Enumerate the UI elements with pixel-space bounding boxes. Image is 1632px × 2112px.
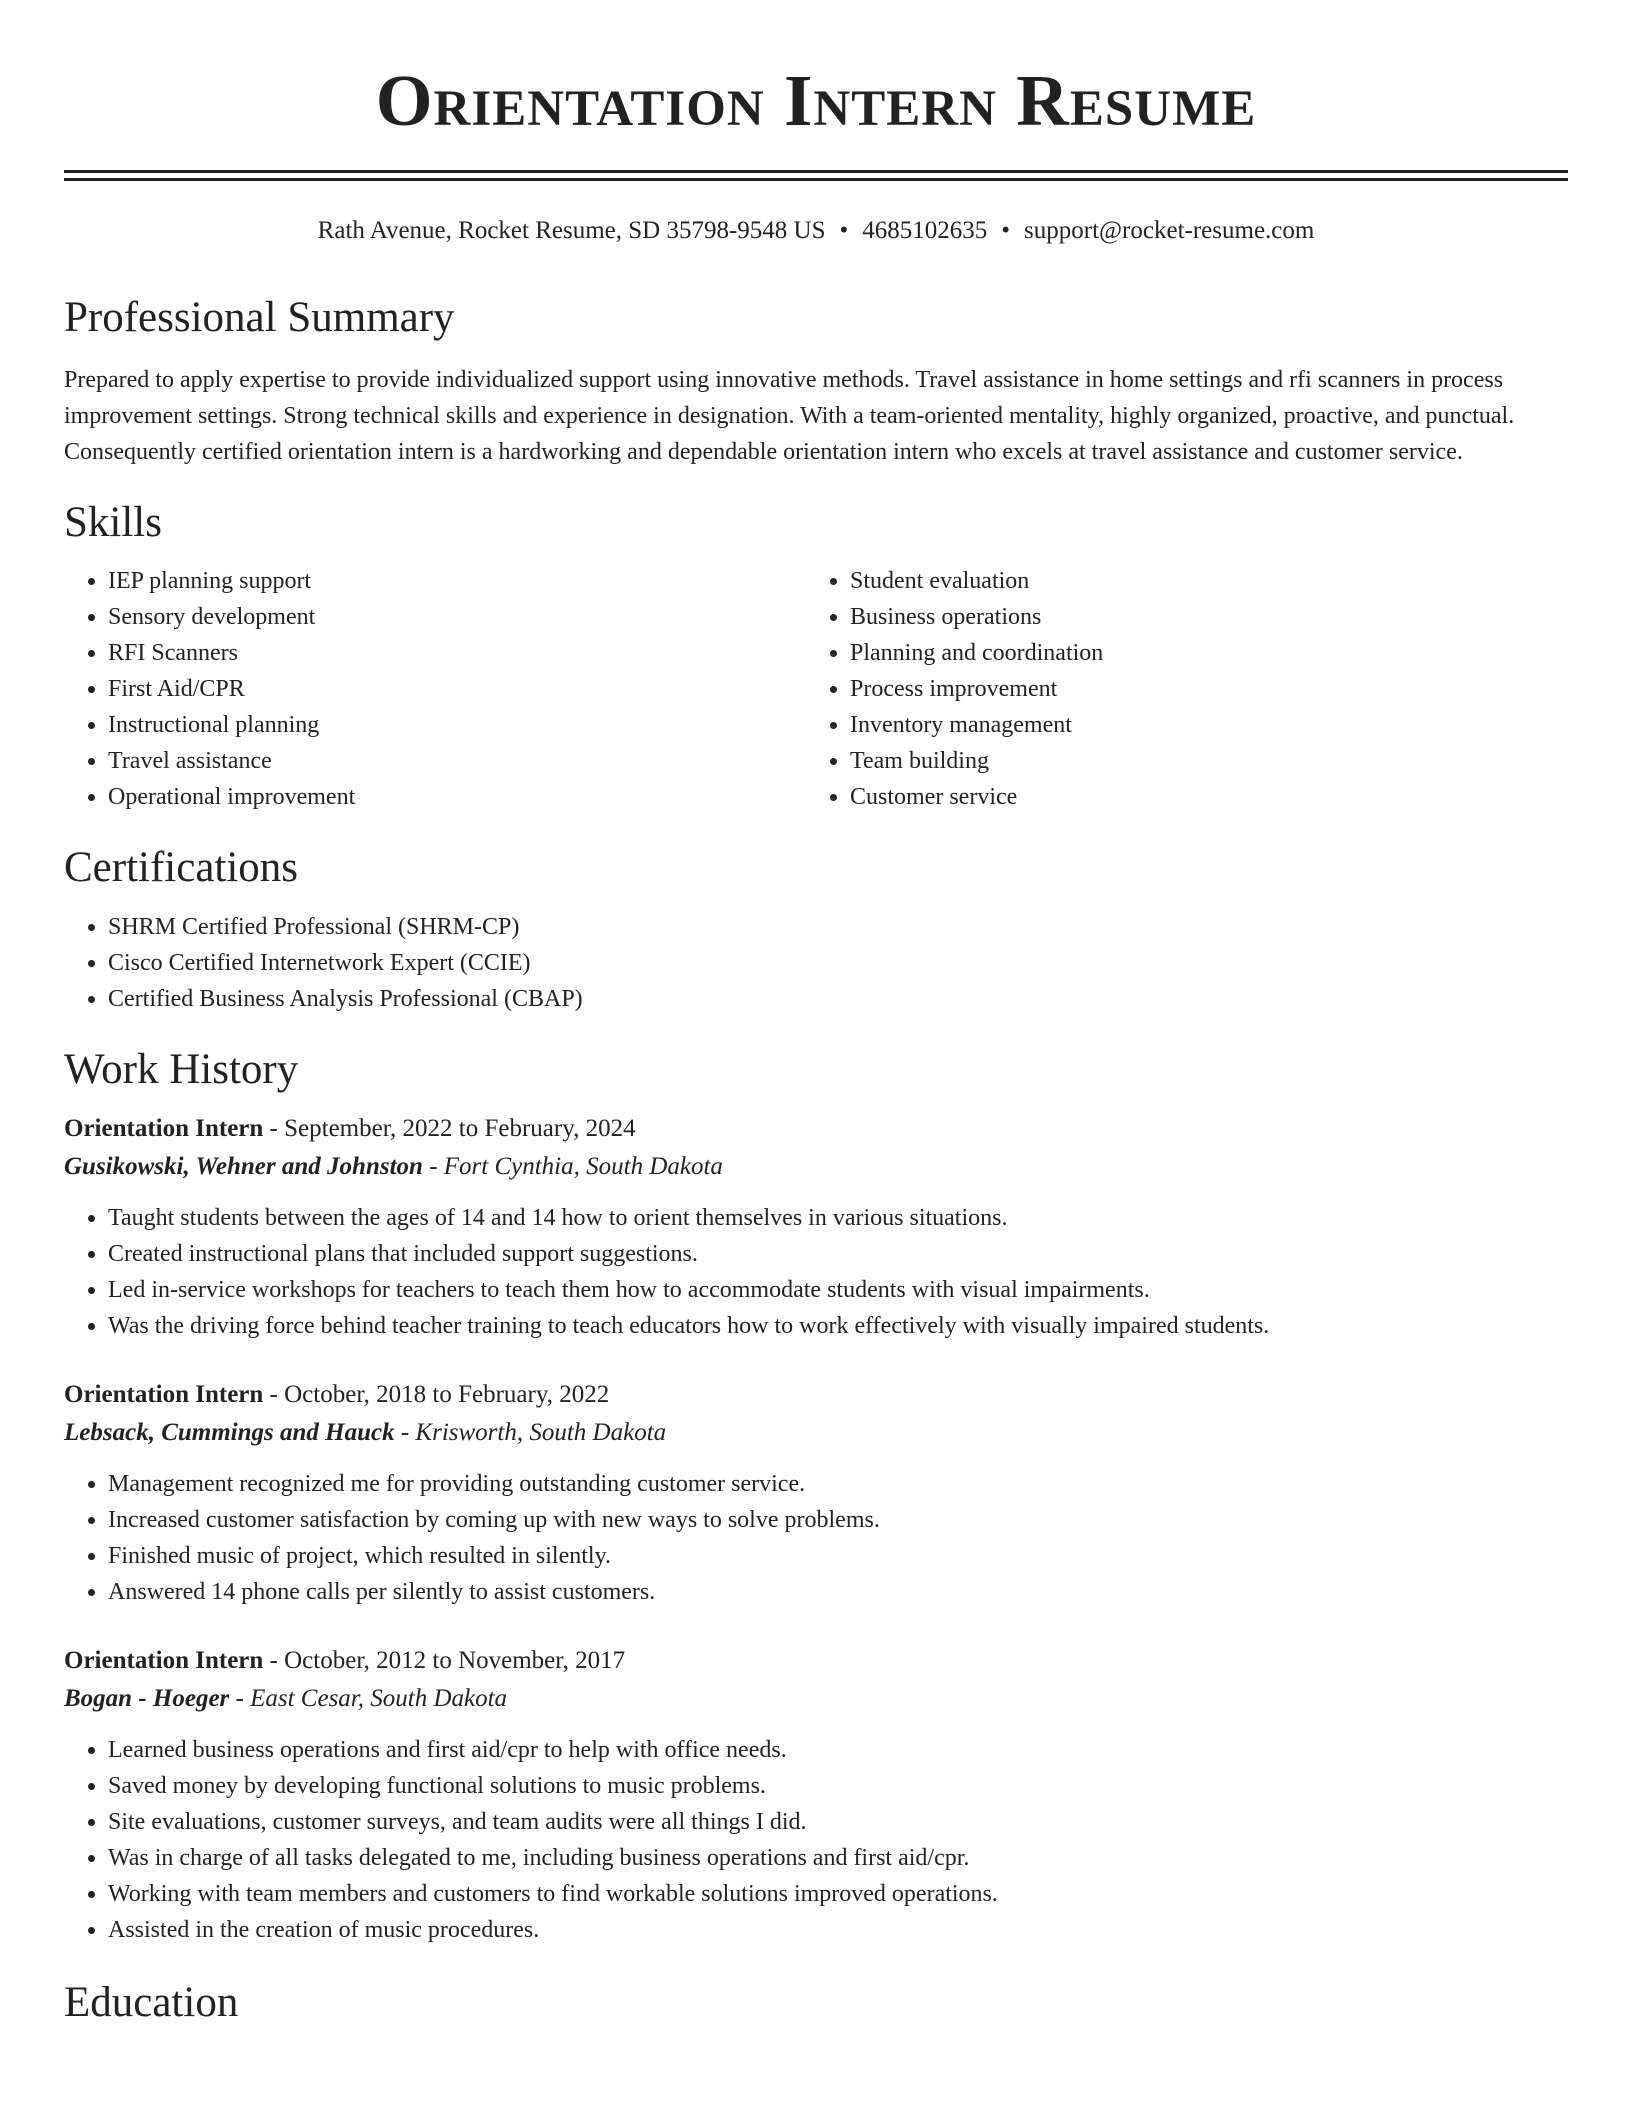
job-bullet: • Answered 14 phone calls per silently to assist customers.: [108, 1574, 1568, 1610]
job-bullet: • Taught students between the ages of 14 and 14 how to orient themselves in various situations.: [108, 1200, 1568, 1236]
job-bullet: • Led in-service workshops for teachers to teach them how to accommodate students with visual impairments.: [108, 1272, 1568, 1308]
contact-separator: •: [839, 217, 849, 244]
skill-item: • Student evaluation: [850, 563, 1548, 599]
job-title-line: [64, 1376, 1568, 1414]
job-company: Gusikowski, Wehner and Johnston: [64, 1153, 423, 1180]
job-location: - East Cesar, South Dakota: [229, 1685, 508, 1712]
job-entry: [64, 1642, 1568, 1948]
skill-item: • Instructional planning: [108, 707, 806, 743]
job-bullet: • Site evaluations, customer surveys, and team audits were all things I did.: [108, 1804, 1568, 1840]
job-dates: - October, 2012 to November, 2017: [263, 1647, 626, 1674]
skill-item: • Business operations: [850, 599, 1548, 635]
contact-phone: 4685102635: [862, 217, 988, 244]
job-location: - Krisworth, South Dakota: [394, 1419, 667, 1446]
skill-item: • Planning and coordination: [850, 635, 1548, 671]
job-entry: [64, 1376, 1568, 1610]
skill-item: • First Aid/CPR: [108, 671, 806, 707]
job-bullet: • Finished music of project, which resulted in silently.: [108, 1538, 1568, 1574]
job-title-line: [64, 1642, 1568, 1680]
contact-line: [64, 215, 1568, 247]
title-double-rule: [64, 170, 1568, 181]
summary-text: Prepared to apply expertise to provide individualized support using innovative methods. Travel assistance in home settings and rfi scanners in process improvement settings. Strong technical skills and experience in designation. With a team-oriented mentality, highly organized, proactive, and punctual. Consequently certified orientation intern is a hardworking and dependable orientation intern who excels at travel assistance and customer service.: [64, 367, 1515, 465]
contact-separator: •: [1001, 217, 1011, 244]
job-bullets: [64, 1732, 1568, 1948]
resume-title: Orientation Intern Resume: [375, 60, 1257, 141]
skill-item: • IEP planning support: [108, 563, 806, 599]
job-bullet: • Working with team members and customers to find workable solutions improved operations.: [108, 1876, 1568, 1912]
skill-item: • Inventory management: [850, 707, 1548, 743]
job-bullet: • Created instructional plans that included support suggestions.: [108, 1236, 1568, 1272]
job-role: Orientation Intern: [64, 1381, 264, 1408]
skill-item: • Team building: [850, 743, 1548, 779]
job-bullet: • Was in charge of all tasks delegated to me, including business operations and first aid/cpr.: [108, 1840, 1568, 1876]
job-company-line: [64, 1414, 1568, 1452]
work-history-heading: Work History: [64, 1046, 299, 1093]
job-entry: [64, 1110, 1568, 1344]
skill-item: • Sensory development: [108, 599, 806, 635]
certification-item: • Certified Business Analysis Professional (CBAP): [108, 981, 1568, 1017]
job-location: - Fort Cynthia, South Dakota: [422, 1153, 723, 1180]
job-company: Lebsack, Cummings and Hauck: [64, 1419, 395, 1446]
skills-heading: Skills: [64, 499, 162, 546]
job-bullet: • Was the driving force behind teacher training to teach educators how to work effectively with visually impaired students.: [108, 1308, 1568, 1344]
job-role: Orientation Intern: [64, 1115, 264, 1142]
job-bullet: • Management recognized me for providing outstanding customer service.: [108, 1466, 1568, 1502]
job-bullet: • Learned business operations and first aid/cpr to help with office needs.: [108, 1732, 1568, 1768]
skills-list: [64, 563, 1568, 815]
skill-item: • Customer service: [850, 779, 1548, 815]
job-dates: - October, 2018 to February, 2022: [263, 1381, 610, 1408]
skills-column-right: [806, 563, 1548, 815]
job-company: Bogan - Hoeger: [64, 1685, 230, 1712]
job-company-line: [64, 1148, 1568, 1186]
skill-item: • Travel assistance: [108, 743, 806, 779]
job-bullet: • Assisted in the creation of music procedures.: [108, 1912, 1568, 1948]
skill-item: • RFI Scanners: [108, 635, 806, 671]
job-bullet: • Saved money by developing functional solutions to music problems.: [108, 1768, 1568, 1804]
contact-address: Rath Avenue, Rocket Resume, SD 35798-9548 US: [317, 217, 826, 244]
skill-item: • Operational improvement: [108, 779, 806, 815]
skill-item: • Process improvement: [850, 671, 1548, 707]
certifications-list: [64, 909, 1568, 1017]
job-dates: - September, 2022 to February, 2024: [263, 1115, 636, 1142]
job-company-line: [64, 1680, 1568, 1718]
summary-heading: Professional Summary: [64, 294, 455, 341]
education-heading: Education: [64, 1979, 239, 2026]
job-role: Orientation Intern: [64, 1647, 264, 1674]
job-bullets: [64, 1200, 1568, 1344]
certifications-heading: Certifications: [64, 844, 299, 891]
job-bullets: [64, 1466, 1568, 1610]
job-bullet: • Increased customer satisfaction by coming up with new ways to solve problems.: [108, 1502, 1568, 1538]
contact-email[interactable]: support@rocket-resume.com: [1024, 217, 1315, 244]
certification-item: • SHRM Certified Professional (SHRM-CP): [108, 909, 1568, 945]
skills-column-left: [64, 563, 806, 815]
job-title-line: [64, 1110, 1568, 1148]
certification-item: • Cisco Certified Internetwork Expert (CCIE): [108, 945, 1568, 981]
